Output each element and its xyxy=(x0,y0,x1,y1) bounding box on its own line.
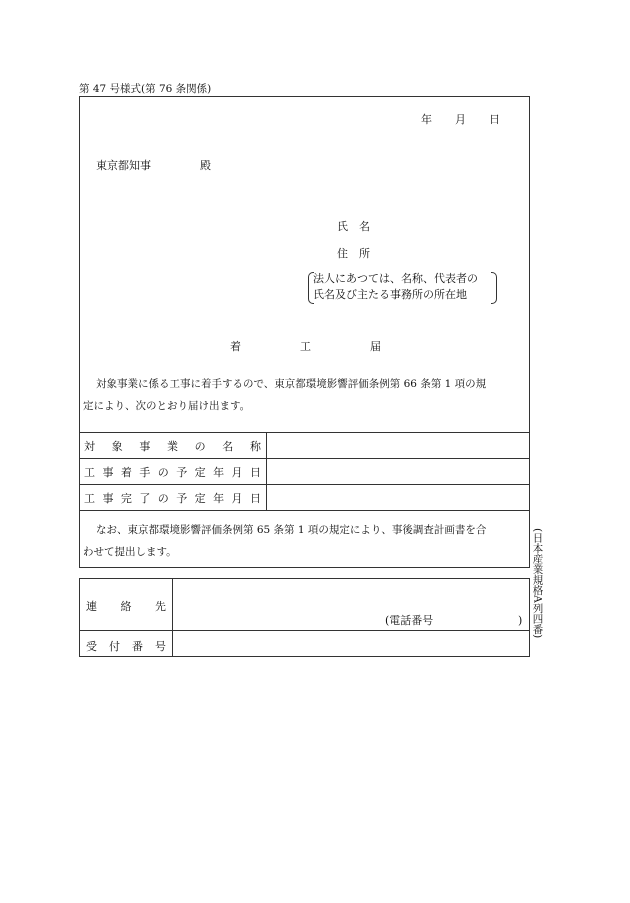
label-char: の xyxy=(157,492,169,505)
corporation-note-line2: 氏名及び主たる事務所の所在地 xyxy=(313,288,467,301)
receipt-number-label xyxy=(86,638,166,654)
label-char: 絡 xyxy=(120,600,132,613)
label-char: の xyxy=(157,466,169,479)
title-char-3: 届 xyxy=(370,340,381,353)
title-char-2: 工 xyxy=(300,340,311,353)
paper-size-note: (日本産業規格A列四番) xyxy=(531,528,544,639)
body-text-line1: 対象事業に係る工事に着手するので、東京都環境影響評価条例第 66 条第 1 項の規 xyxy=(96,378,487,390)
label-char: 号 xyxy=(155,640,166,653)
phone-number-close: ) xyxy=(518,614,523,627)
table-bottom-rule xyxy=(79,510,530,511)
label-char: 工 xyxy=(84,492,95,505)
form-number: 第 47 号様式(第 76 条関係) xyxy=(79,83,212,95)
label-char: 事 xyxy=(102,492,114,505)
label-char: の xyxy=(194,440,206,453)
note-bracket-right xyxy=(491,272,497,304)
label-char: 月 xyxy=(231,466,243,479)
label-char: 了 xyxy=(139,492,151,505)
label-char: 象 xyxy=(111,440,123,453)
date-year-label: 年 xyxy=(421,113,432,126)
label-char: 年 xyxy=(213,492,225,505)
corporation-note-line1: 法人にあつては、名称、代表者の xyxy=(313,272,478,285)
table-row-rule xyxy=(79,458,530,459)
field-label-completion-date xyxy=(84,490,261,506)
label-char: 予 xyxy=(176,492,188,505)
field-label-start-date xyxy=(84,464,261,480)
label-char: 受 xyxy=(86,640,97,653)
label-char: 名 xyxy=(222,440,234,453)
notice-line2: わせて提出します。 xyxy=(83,546,177,558)
phone-number-label: (電話番号 xyxy=(385,614,434,627)
label-char: 完 xyxy=(120,492,132,505)
body-text-line2: 定により、次のとおり届け出ます。 xyxy=(83,400,251,412)
label-char: 番 xyxy=(132,640,143,653)
label-char: 日 xyxy=(249,466,261,479)
label-char: 手 xyxy=(139,466,151,479)
label-char: 工 xyxy=(84,466,95,479)
addressee-honorific: 殿 xyxy=(200,159,211,172)
applicant-address-label: 住 所 xyxy=(337,247,370,260)
applicant-name-label: 氏 名 xyxy=(337,220,370,233)
label-char: 月 xyxy=(231,492,243,505)
title-char-1: 着 xyxy=(230,340,241,353)
label-char: 日 xyxy=(249,492,261,505)
contact-column-divider xyxy=(172,578,173,657)
date-day-label: 日 xyxy=(489,113,500,126)
label-char: 事 xyxy=(102,466,114,479)
label-char: 業 xyxy=(166,440,178,453)
table-column-divider xyxy=(266,432,267,510)
contact-row-rule xyxy=(79,630,530,631)
label-char: 称 xyxy=(249,440,261,453)
label-char: 定 xyxy=(194,466,206,479)
label-char: 事 xyxy=(139,440,151,453)
label-char: 着 xyxy=(120,466,132,479)
table-row-rule xyxy=(79,484,530,485)
label-char: 連 xyxy=(86,600,97,613)
label-char: 対 xyxy=(84,440,95,453)
label-char: 年 xyxy=(213,466,225,479)
addressee: 東京都知事 xyxy=(96,159,151,172)
label-char: 予 xyxy=(176,466,188,479)
table-top-rule xyxy=(79,432,530,433)
field-label-project-name xyxy=(84,438,261,454)
date-month-label: 月 xyxy=(455,113,466,126)
label-char: 先 xyxy=(155,600,166,613)
label-char: 付 xyxy=(109,640,120,653)
label-char: 定 xyxy=(194,492,206,505)
notice-line1: なお、東京都環境影響評価条例第 65 条第 1 項の規定により、事後調査計画書を合 xyxy=(96,524,487,536)
contact-label xyxy=(86,598,166,614)
